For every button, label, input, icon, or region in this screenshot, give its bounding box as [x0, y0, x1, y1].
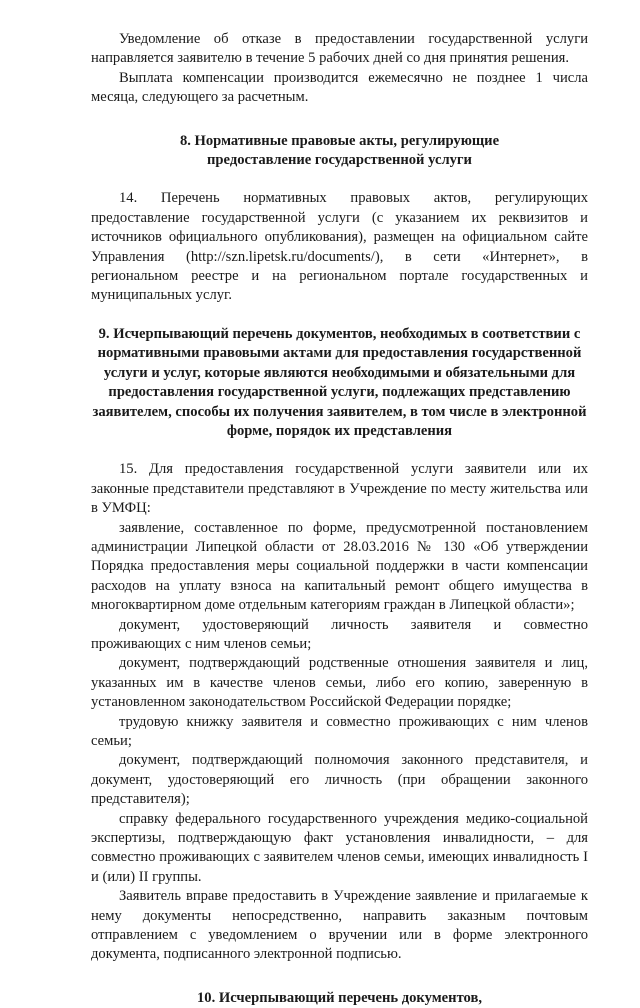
list-item-application: заявление, составленное по форме, предусмотренной постановлением администрации Липецкой области от 28.03.2016 № 130 «Об утверждении Порядка предоставления меры социальной поддержки в части компенсации расходов на уплату взноса на капитальный ремонт общего имущества в многоквартирном доме отдельным категориям граждан в Липецкой области»;: [91, 519, 588, 614]
paragraph-14: 14. Перечень нормативных правовых актов, регулирующих предоставление государственной услуги (с указанием их реквизитов и источников официального опубликования), размещен на официальном сайте Управления (http://szn.lipetsk.ru/documents/), в сети «Интернет», в региональном реестре и на региональном портале государственных и муниципальных услуг.: [91, 190, 588, 304]
section-9-heading: 9. Исчерпывающий перечень документов, необходимых в соответствии с нормативными правовыми актами для предоставления государственной услуги и услуг, которые являются необходимыми и обязательными для предоставления государственной услуги, подлежащих представлению заявителем, способы их получения заявителем, в том числе в электронной форме, порядок их представления: [92, 325, 587, 439]
paragraph-submission-methods: Заявитель вправе предоставить в Учреждение заявление и прилагаемые к нему документы непосредственно, направить заказным почтовым отправлением с уведомлением о вручении или в форме электронного документа, подписанного электронной подписью.: [91, 888, 588, 963]
section-8-heading-line1: 8. Нормативные правовые акты, регулирующие: [179, 132, 500, 149]
list-item-kinship-document: документ, подтверждающий родственные отношения заявителя и лиц, указанных им в качестве членов семьи, либо его копию, заверенную в установленном законодательством Российской Федерации порядке;: [91, 655, 588, 711]
paragraph-refusal-notice: Уведомление об отказе в предоставлении государственной услуги направляется заявителю в течение 5 рабочих дней со дня принятия решения.: [91, 31, 588, 67]
list-item-identity-document: документ, удостоверяющий личность заявителя и совместно проживающих с ним членов семьи;: [91, 616, 588, 652]
list-item-employment-record: трудовую книжку заявителя и совместно проживающих с ним членов семьи;: [91, 713, 588, 749]
section-8-heading-line2: предоставление государственной услуги: [207, 152, 472, 169]
section-10-heading-line1: 10. Исчерпывающий перечень документов,: [196, 989, 483, 1006]
document-page: [91, 30, 588, 1008]
paragraph-compensation-payment: Выплата компенсации производится ежемесячно не позднее 1 числа месяца, следующего за расчетным.: [91, 69, 588, 106]
list-item-disability-certificate: справку федерального государственного учреждения медико-социальной экспертизы, подтверждающую факт установления инвалидности, – для совместно проживающих с заявителем членов семьи, имеющих инвалидность I и (или) II группы.: [91, 810, 588, 885]
paragraph-15: 15. Для предоставления государственной услуги заявители или их законные представители представляют в Учреждение по месту жительства или в УМФЦ:: [91, 461, 588, 517]
list-item-representative-authority: документ, подтверждающий полномочия законного представителя, и документ, удостоверяющий его личность (при обращении законного представителя);: [91, 752, 588, 808]
